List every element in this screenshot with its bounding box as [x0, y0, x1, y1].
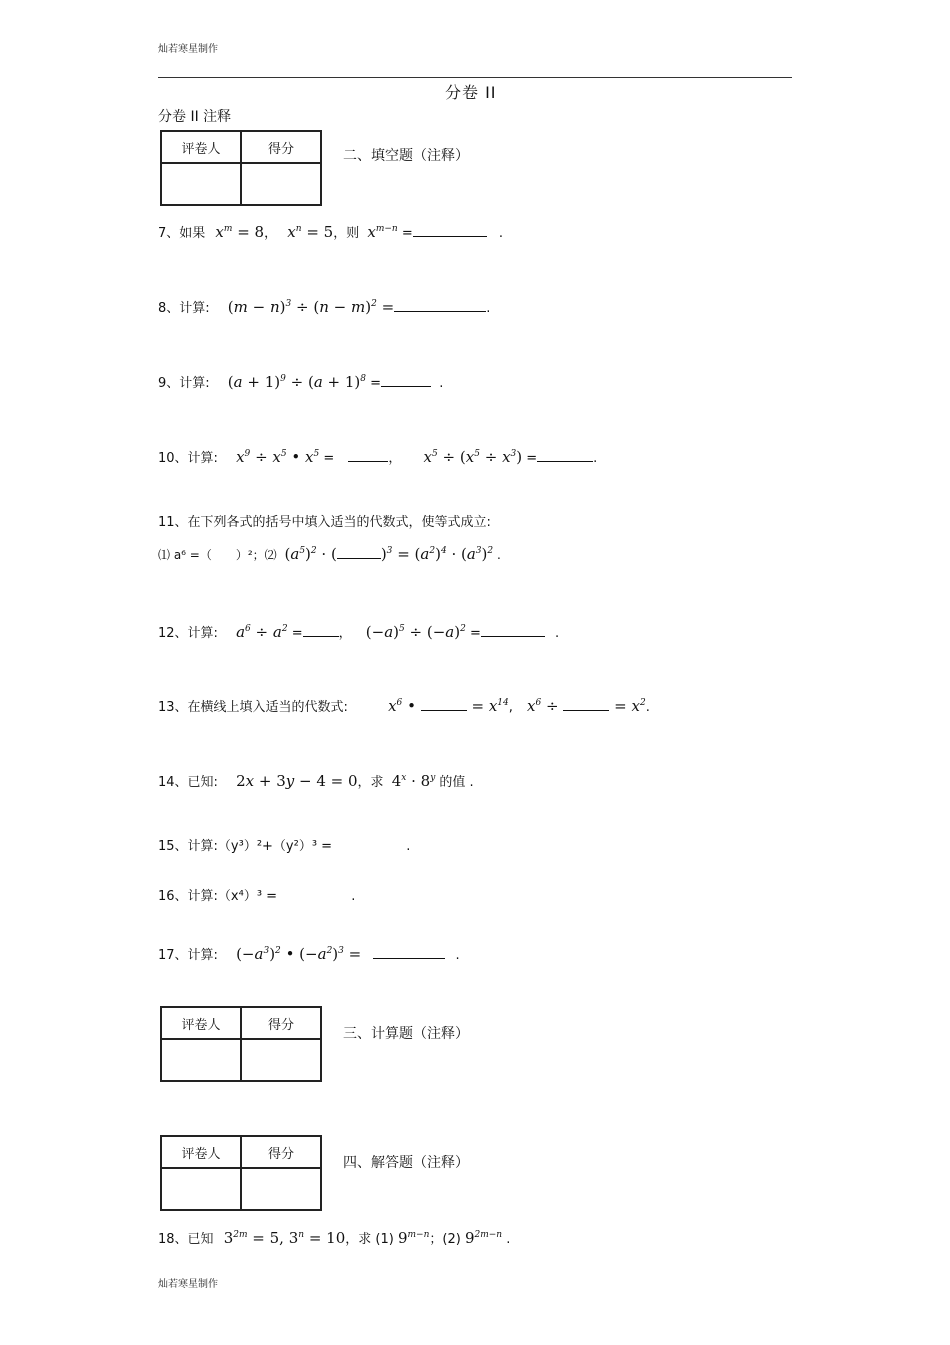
- header-rule: [158, 77, 792, 78]
- answer-blank[interactable]: [348, 449, 388, 462]
- question-label: 7、如果: [158, 226, 206, 241]
- question-12: 12、计算: $a^6 \div a^2$ = ， $(-a)^5 \div (-a)^2$ = .: [158, 623, 560, 641]
- page-title: 分卷 II: [445, 83, 497, 102]
- score-table-2: 评卷人 得分: [160, 1006, 322, 1082]
- question-13: 13、在横线上填入适当的代数式: $x^6$ • = $x^{14}$, $x^6$ ÷ = $x^2$.: [158, 697, 650, 715]
- question-17: 17、计算: $(-a^3)^2$ • $(-a^2)^3$ = .: [158, 945, 460, 963]
- question-14: 14、已知: 2x + 3y − 4 = 0，求 $4^x \cdot 8^y$ 的值 .: [158, 772, 474, 790]
- question-8: 8、计算: $(m - n)^3 \div (n - m)^2$ = .: [158, 298, 491, 316]
- section-subtitle: 分卷 II 注释: [158, 109, 232, 125]
- grader-cell: [161, 163, 241, 205]
- question-15: 15、计算:（y³）²+（y²）³ = .: [158, 839, 411, 854]
- question-11-parts: ⑴ a⁶ =（ ）²；⑵ $(a^5)^2$ · ( )$^3 = (a^2)^4 \cdot (a^3)^2$ .: [158, 545, 501, 563]
- score-header: 得分: [241, 131, 321, 163]
- section-heading-answers: 四、解答题（注释）: [343, 1155, 469, 1171]
- page-footer: 灿若寒星制作: [158, 1279, 218, 1290]
- question-7: 7、如果 $x^m = 8$， $x^n = 5$，则 $x^{m-n}$ = .: [158, 223, 504, 241]
- score-table-1: [160, 130, 322, 206]
- question-11: 11、在下列各式的括号中填入适当的代数式，使等式成立:: [158, 515, 491, 530]
- answer-blank[interactable]: [481, 624, 545, 637]
- section-heading-fill-in: 二、填空题（注释）: [343, 148, 469, 164]
- page-header: 灿若寒星制作: [158, 44, 218, 55]
- answer-blank[interactable]: [373, 946, 445, 959]
- score-table-3: 评卷人 得分: [160, 1135, 322, 1211]
- score-cell: [241, 163, 321, 205]
- question-16: 16、计算:（x⁴）³ = .: [158, 889, 356, 904]
- question-18: 18、已知 $3^{2m} = 5$, 3$^n$ = 10，求 (1) $9^{m-n}$；(2) $9^{2m-n}$ .: [158, 1229, 511, 1247]
- answer-blank[interactable]: [563, 698, 609, 711]
- answer-blank[interactable]: [337, 546, 381, 559]
- answer-blank[interactable]: [381, 374, 431, 387]
- answer-blank[interactable]: [303, 624, 339, 637]
- answer-blank[interactable]: [394, 299, 486, 312]
- answer-blank[interactable]: [413, 224, 487, 237]
- question-9: 9、计算: $(a + 1)^9 \div (a + 1)^8$ = .: [158, 373, 444, 391]
- question-10: 10、计算: $x^9 \div x^5$ • $x^5$ = ， $x^5 \div (x^5 \div x^3)$ = .: [158, 448, 598, 466]
- answer-blank[interactable]: [537, 449, 593, 462]
- answer-blank[interactable]: [421, 698, 467, 711]
- section-heading-calculation: 三、计算题（注释）: [343, 1026, 469, 1042]
- grader-header: 评卷人: [161, 131, 241, 163]
